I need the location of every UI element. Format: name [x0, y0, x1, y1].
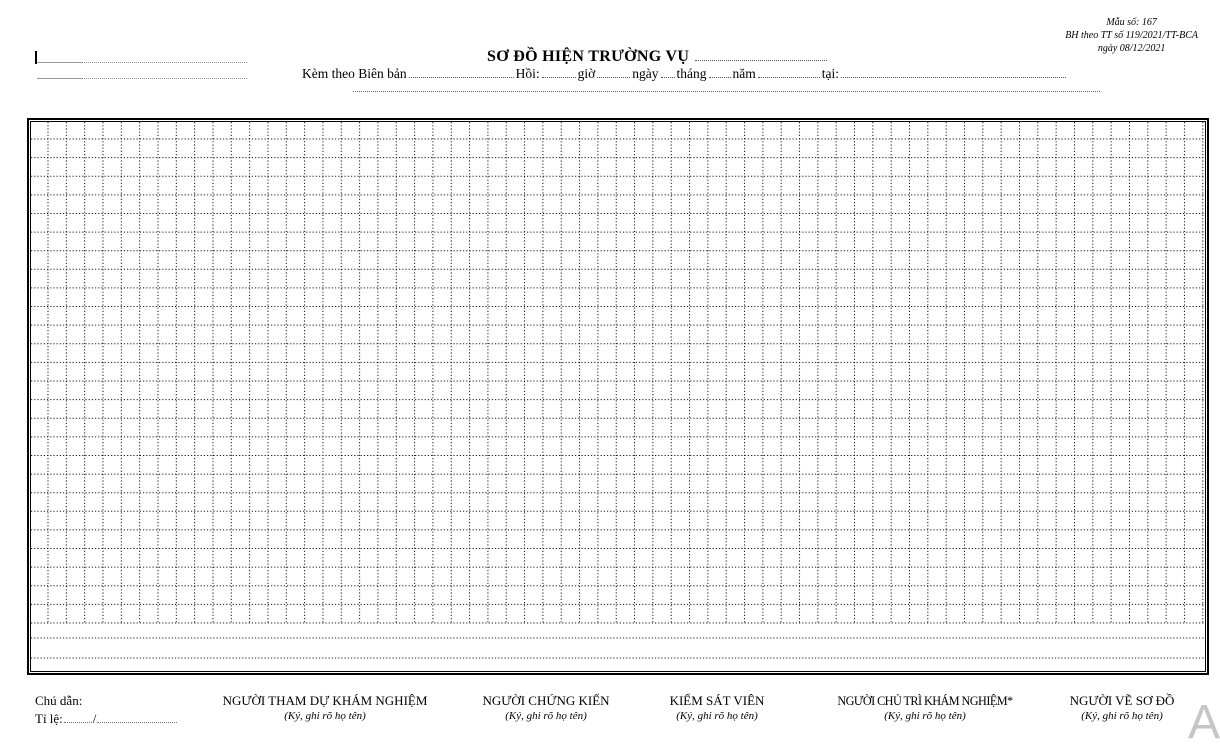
place-continuation-blank[interactable] [353, 80, 1100, 92]
signature-instruction: (Ký, ghi rõ họ tên) [676, 710, 758, 722]
form-reference-block [1065, 16, 1198, 55]
blank-line-solid-segment [37, 77, 82, 79]
signature-block-diagram-drawer [1032, 692, 1212, 724]
attached-label: Kèm theo Biên bản [302, 66, 407, 81]
signature-instruction: (Ký, ghi rõ họ tên) [284, 710, 366, 722]
title-row [487, 48, 827, 66]
signature-instruction: (Ký, ghi rõ họ tên) [884, 710, 966, 722]
agency-blank-line-2[interactable] [37, 77, 247, 79]
time-label: Hồi: [515, 66, 540, 81]
day-label: ngày [632, 66, 659, 81]
month-blank[interactable] [661, 66, 675, 78]
scale-row [35, 711, 177, 727]
signature-block-examination-participant [195, 692, 455, 724]
signature-title: NGƯỜI CHỦ TRÌ KHÁM NGHIỆM* [837, 693, 1013, 708]
diagram-grid-border [27, 118, 1209, 675]
scale-denominator-blank[interactable] [97, 712, 177, 723]
form-issued-by: BH theo TT số 119/2021/TT-BCA [1065, 30, 1198, 41]
hour-blank[interactable] [542, 66, 576, 78]
signature-instruction: (Ký, ghi rõ họ tên) [505, 710, 587, 722]
signature-instruction: (Ký, ghi rõ họ tên) [1081, 710, 1163, 722]
year-label: năm [732, 66, 756, 81]
scale-label: Tỉ lệ: [35, 711, 63, 726]
page-title: SƠ ĐỒ HIỆN TRƯỜNG VỤ [487, 48, 690, 65]
year-value-blank[interactable] [758, 66, 820, 78]
place-label: tại: [821, 66, 840, 81]
signature-title: NGƯỜI VẼ SƠ ĐỒ [1069, 693, 1175, 708]
day-blank[interactable] [597, 66, 630, 78]
month-label: tháng [676, 66, 707, 81]
signature-title: NGƯỜI CHỨNG KIẾN [482, 693, 610, 708]
form-issued-date: ngày 08/12/2021 [1097, 43, 1166, 54]
blank-line-dotted-segment [82, 61, 247, 63]
agency-blank-line-1[interactable] [37, 61, 247, 63]
grid-svg [31, 122, 1205, 671]
blank-line-dotted-segment [82, 77, 247, 79]
scale-numerator-blank[interactable] [64, 712, 92, 723]
signature-title: KIỂM SÁT VIÊN [669, 693, 765, 708]
scale-separator: / [92, 711, 97, 726]
report-number-blank[interactable] [409, 66, 514, 78]
form-number: Mẫu số: 167 [1106, 17, 1157, 28]
signature-title: NGƯỜI THAM DỰ KHÁM NGHIỆM [222, 693, 428, 708]
legend-label: Chú dẫn: [35, 693, 83, 708]
year-blank[interactable] [709, 66, 731, 78]
signature-block-procurator [632, 692, 802, 724]
diagram-drawing-area[interactable] [30, 121, 1206, 672]
place-blank[interactable] [841, 66, 1066, 78]
signature-block-examination-leader [815, 692, 1035, 724]
blank-line-solid-segment [37, 61, 82, 63]
signature-block-witness [456, 692, 636, 724]
watermark-letter: A [1188, 696, 1220, 749]
hour-label: giờ [577, 66, 596, 81]
title-blank[interactable] [695, 49, 827, 61]
